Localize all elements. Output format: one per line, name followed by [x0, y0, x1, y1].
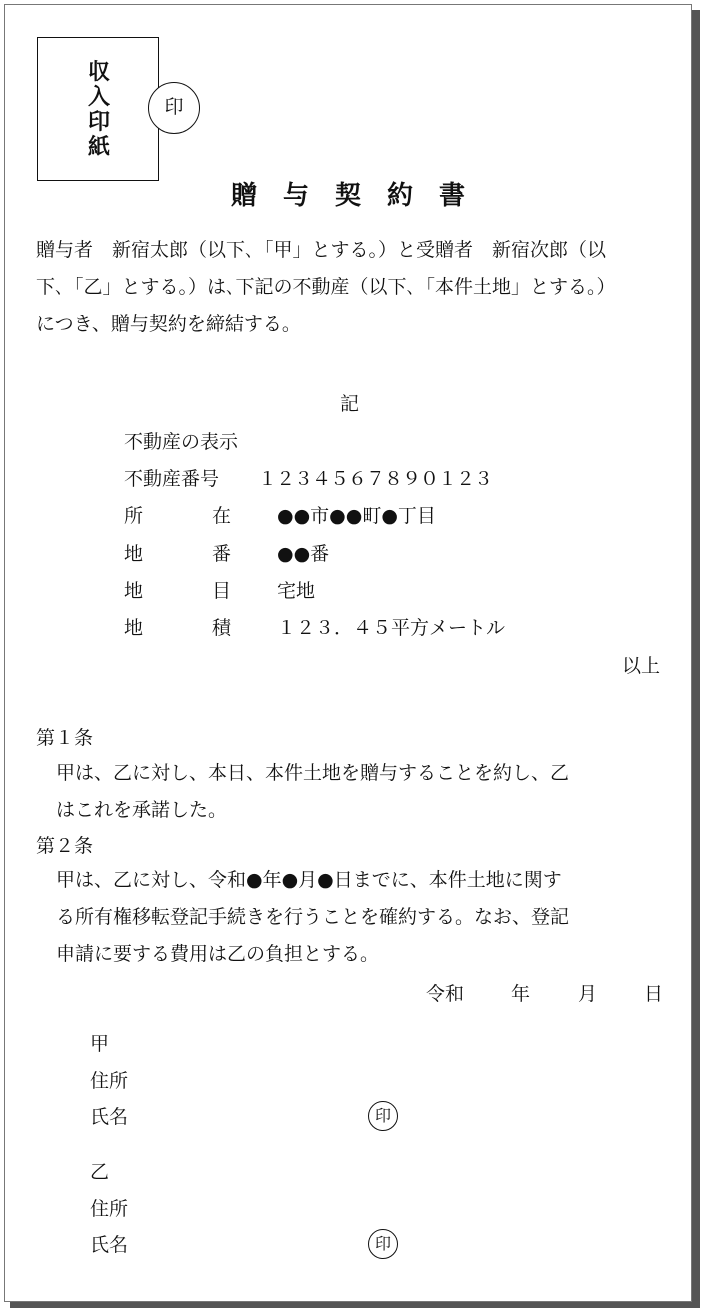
row-location-label-2: 在	[212, 505, 232, 527]
date-era: 令和	[426, 983, 465, 1005]
party-a-address-label: 住所	[90, 1070, 129, 1092]
date-year: 年	[511, 983, 531, 1005]
row-area-label-1: 地	[124, 617, 144, 639]
record-heading: 記	[340, 393, 360, 415]
row-lot-value: ●●番	[277, 543, 330, 565]
party-a-role: 甲	[90, 1033, 110, 1055]
document-page	[4, 4, 692, 1302]
party-a-name-label: 氏名	[90, 1106, 129, 1128]
revenue-stamp-label: 収入印紙	[87, 60, 110, 160]
article-1-body	[56, 755, 569, 829]
row-category-label-1: 地	[124, 580, 144, 602]
row-lot-label-1: 地	[124, 543, 144, 565]
party-b-address-label: 住所	[90, 1198, 129, 1220]
row-area-label-2: 積	[212, 617, 232, 639]
document-title: 贈与契約書	[230, 181, 491, 211]
party-b-name-label: 氏名	[90, 1234, 129, 1256]
party-a-seal-mark: 印	[368, 1101, 398, 1131]
row-category-value: 宅地	[277, 580, 316, 602]
article-line: はこれを承諾した。	[56, 799, 228, 821]
intro-line: 下､「乙」とする｡）は､下記の不動産（以下､「本件土地」とする｡）	[36, 276, 616, 298]
article-line: 甲は、乙に対し、本日、本件土地を贈与することを約し、乙	[56, 762, 570, 784]
row-location-label-1: 所	[124, 505, 144, 527]
intro-line: 贈与者 新宿太郎（以下､「甲」とする｡）と受贈者 新宿次郎（以	[36, 239, 607, 261]
intro-paragraph	[36, 232, 616, 343]
row-lot-label-2: 番	[212, 543, 232, 565]
article-line: 甲は、乙に対し、令和●年●月●日までに、本件土地に関す	[56, 869, 562, 891]
record-end-mark: 以上	[622, 655, 661, 677]
intro-line: につき、贈与契約を締結する。	[36, 313, 301, 335]
property-display-label: 不動産の表示	[124, 431, 239, 453]
property-number-label: 不動産番号	[124, 468, 220, 490]
article-line: る所有権移転登記手続きを行うことを確約する。なお、登記	[56, 906, 570, 928]
article-1-heading: 第１条	[36, 727, 94, 749]
revenue-stamp-box	[37, 37, 159, 181]
party-b-role: 乙	[90, 1161, 110, 1183]
row-category-label-2: 目	[212, 580, 232, 602]
article-2-body	[56, 862, 569, 973]
row-area-value: １２３．４５平方メートル	[277, 617, 506, 639]
stamp-seal-mark: 印	[148, 82, 200, 134]
date-month: 月	[578, 983, 598, 1005]
article-2-heading: 第２条	[36, 835, 94, 857]
date-day: 日	[644, 983, 664, 1005]
row-location-value: ●●市●●町●丁目	[277, 505, 436, 527]
property-number-value: １２３４５６７８９０１２３	[258, 468, 493, 490]
article-line: 申請に要する費用は乙の負担とする。	[56, 943, 380, 965]
party-b-seal-mark: 印	[368, 1229, 398, 1259]
